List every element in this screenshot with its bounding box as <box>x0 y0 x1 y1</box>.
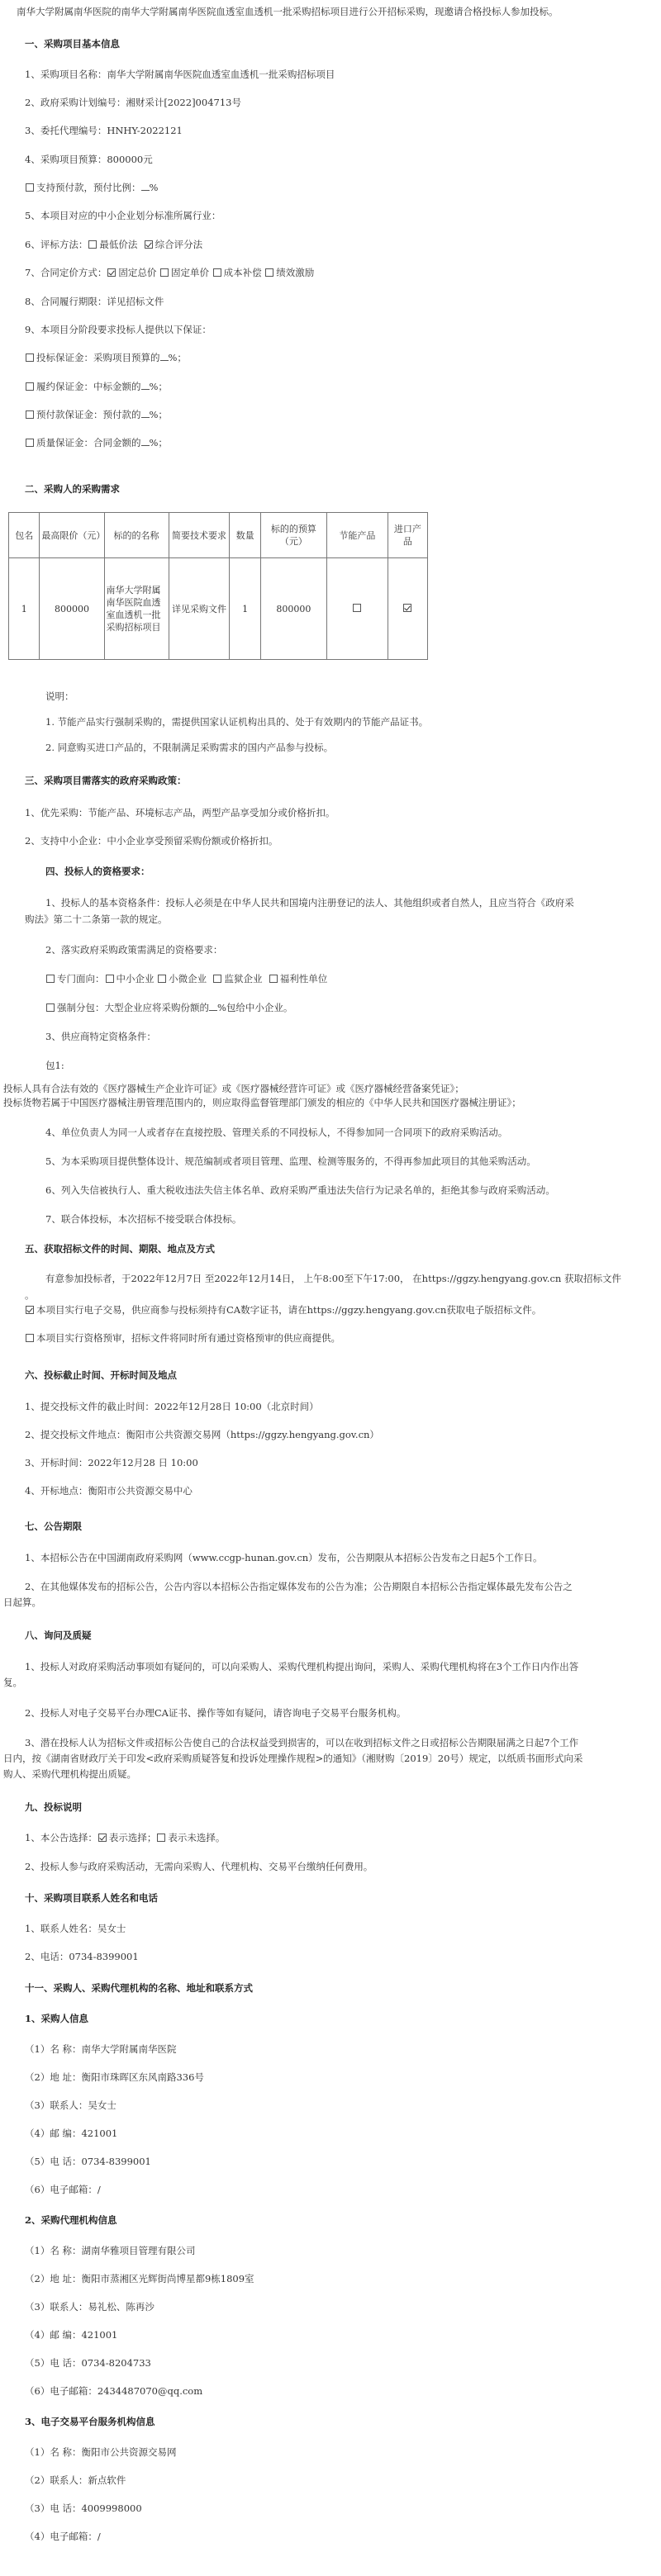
purchaser-info-title: 1、采购人信息 <box>25 2013 89 2024</box>
plan-number: 2、政府采购计划编号：湘财采计[2022]004713号 <box>25 97 241 108</box>
submission-location: 2、提交投标文件地点：衡阳市公共资源交易网（https://ggzy.hengyang.gov.cn） <box>25 1429 379 1440</box>
performance-deposit-row <box>25 380 168 393</box>
qualification-3: 3、供应商特定资格条件： <box>45 1031 156 1042</box>
contract-pricing-row <box>25 266 314 279</box>
section-7-title: 七、公告期限 <box>25 1520 82 1532</box>
prequalification-label: 本项目实行资格预审，招标文件将同时所有通过资格预审的供应商提供。 <box>36 1332 340 1344</box>
cell-imported <box>388 558 427 660</box>
section-6-title: 六、投标截止时间、开标时间及地点 <box>25 1369 177 1381</box>
qualification-5: 5、为本采购项目提供整体设计、规范编制或者项目管理、监理、检测等服务的，不得再参加此项目的其他采购活动。 <box>45 1155 536 1167</box>
notice-period-1: 1、本招标公告在中国湖南政府采购网（www.ccgp-hunan.gov.cn）发布，公告期限从本招标公告发布之日起5个工作日。 <box>25 1552 543 1563</box>
unselected-legend-label: 表示未选择。 <box>168 1832 226 1843</box>
prepayment-deposit-row <box>25 408 168 421</box>
welfare-label: 福利性单位 <box>279 973 328 984</box>
prepayment-deposit-checkbox <box>26 410 34 419</box>
electronic-trading-row <box>25 1303 541 1316</box>
agency-name: （1）名 称：湖南华雅项目管理有限公司 <box>25 2245 196 2256</box>
performance-incentive-label: 绩效激励 <box>276 267 315 278</box>
prison-checkbox <box>213 975 221 983</box>
agent-number: 3、委托代理编号：HNHY-2022121 <box>25 125 183 136</box>
subcontract-row <box>45 1001 292 1014</box>
bid-deposit-row <box>25 351 187 364</box>
fixed-total-label: 固定总价 <box>118 267 157 278</box>
cell-quantity: 1 <box>230 558 260 660</box>
imported-checkbox <box>403 604 411 612</box>
intro-paragraph: 南华大学附属南华医院的南华大学附属南华医院血透室血透机一批采购招标项目进行公开招标采购，现邀请合格投标人参加投标。 <box>17 6 559 17</box>
prepayment-percent-sign: % <box>149 182 159 193</box>
inquiry-1a: 1、投标人对政府采购活动事项如有疑问的，可以向采购人、采购代理机构提出询问，采购人、采购代理机构将在3个工作日内作出答 <box>25 1661 579 1672</box>
dedicated-checkbox <box>46 975 55 983</box>
comprehensive-score-label: 综合评分法 <box>155 239 203 250</box>
header-quantity: 数量 <box>230 513 260 558</box>
qualification-7: 7、联合体投标，本次招标不接受联合体投标。 <box>45 1213 242 1225</box>
micro-checkbox <box>158 975 166 983</box>
cost-compensation-checkbox <box>213 268 221 277</box>
platform-phone: （3）电 话：4009998000 <box>25 2502 142 2514</box>
note-2: 2. 同意购买进口产品的，不限制满足采购需求的国内产品参与投标。 <box>45 742 334 753</box>
qualification-3-line-1: 投标人具有合法有效的《医疗器械生产企业许可证》或《医疗器械经营许可证》或《医疗器械经营备案凭证》； <box>3 1083 464 1094</box>
policy-2: 2、支持中小企业：中小企业享受预留采购份额或价格折扣。 <box>25 835 278 847</box>
deposit-title: 9、本项目分阶段要求投标人提供以下保证： <box>25 324 212 335</box>
section-1-title: 一、采购项目基本信息 <box>25 38 120 50</box>
table-row <box>9 558 428 660</box>
quality-deposit-label: 质量保证金：合同金额的 <box>36 437 141 448</box>
section-2-title: 二、采购人的采购需求 <box>25 483 120 495</box>
cell-item-name: 南华大学附属南华医院血透室血透机一批采购招标项目 <box>104 558 169 660</box>
notice-period-2a: 2、在其他媒体发布的招标公告，公告内容以本招标公告指定媒体发布的公告为准；公告期限自本招标公告指定媒体最先发布公告之 <box>25 1581 573 1592</box>
contact-name: 1、联系人姓名：吴女士 <box>25 1923 126 1934</box>
platform-name: （1）名 称：衡阳市公共资源交易网 <box>25 2446 177 2458</box>
section-10-title: 十、采购项目联系人姓名和电话 <box>25 1892 158 1904</box>
section-4-title: 四、投标人的资格要求： <box>45 866 150 877</box>
purchaser-name: （1）名 称：南华大学附属南华医院 <box>25 2043 177 2055</box>
subcontract-suffix: %包给中小企业。 <box>217 1002 293 1013</box>
header-item-name: 标的的名称 <box>104 513 169 558</box>
qualification-2: 2、落实政府采购政策需满足的资格要求： <box>45 944 223 956</box>
notice-period-2b: 日起算。 <box>3 1596 41 1608</box>
cell-package: 1 <box>9 558 40 660</box>
section-11-title: 十一、采购人、采购代理机构的名称、地址和联系方式 <box>25 1982 253 1994</box>
requirements-table <box>8 512 428 660</box>
section-5-title: 五、获取招标文件的时间、期限、地点及方式 <box>25 1243 215 1255</box>
section-8-title: 八、询问及质疑 <box>25 1630 92 1641</box>
agency-info-title: 2、采购代理机构信息 <box>25 2214 117 2226</box>
qualification-4: 4、单位负责人为同一人或者存在直接控股、管理关系的不同投标人，不得参加同一合同项下的政府采购活动。 <box>45 1127 508 1138</box>
evaluation-method-row <box>25 238 202 251</box>
prepayment-row <box>25 181 158 194</box>
lowest-price-label: 最低价法 <box>99 239 138 250</box>
bid-deposit-label: 投标保证金：采购项目预算的 <box>36 352 160 363</box>
header-tech-requirements: 简要技术要求 <box>169 513 230 558</box>
contract-pricing-label: 7、合同定价方式： <box>25 267 107 278</box>
contract-period: 8、合同履行期限：详见招标文件 <box>25 296 164 307</box>
header-imported: 进口产品 <box>388 513 427 558</box>
purchaser-contact: （3）联系人：吴女士 <box>25 2099 117 2111</box>
inquiry-2: 2、投标人对电子交易平台办理CA证书、操作等如有疑问，请咨询电子交易平台服务机构。 <box>25 1707 407 1719</box>
bid-deposit-pct: %； <box>168 352 187 363</box>
quality-deposit-row <box>25 436 168 449</box>
inquiry-1b: 复。 <box>3 1677 22 1688</box>
notes-title: 说明： <box>45 690 74 702</box>
qualification-3-package: 包1: <box>45 1060 64 1071</box>
inquiry-3b: 日内，按《湖南省财政厅关于印发<政府采购质疑答复和投诉处理操作规程>的通知》（湘财购〔2019〕20号）规定，以纸质书面形式向采 <box>3 1753 583 1764</box>
agency-postcode: （4）邮 编：421001 <box>25 2329 118 2341</box>
cost-compensation-label: 成本补偿 <box>223 267 262 278</box>
evaluation-method-label: 6、评标方法： <box>25 239 88 250</box>
purchaser-email: （6）电子邮箱：/ <box>25 2184 101 2195</box>
prepayment-deposit-label: 预付款保证金：预付款的 <box>36 409 141 420</box>
electronic-trading-label: 本项目实行电子交易，供应商参与投标须持有CA数字证书，请在https://ggzy.hengyang.gov.cn获取电子版招标文件。 <box>36 1304 542 1316</box>
qualification-1b: 购法》第二十二条第一款的规定。 <box>25 913 168 925</box>
section-3-title: 三、采购项目需落实的政府采购政策： <box>25 775 187 786</box>
prequalification-checkbox <box>26 1334 34 1342</box>
inquiry-3a: 3、潜在投标人认为招标文件或招标公告使自己的合法权益受到损害的，可以在收到招标文件之日或招标公告期限届满之日起7个工作 <box>25 1737 579 1748</box>
electronic-trading-checkbox <box>26 1306 34 1314</box>
contact-phone: 2、电话：0734-8399001 <box>25 1951 139 1962</box>
sme-checkbox <box>106 975 114 983</box>
energy-saving-checkbox <box>353 604 361 612</box>
agency-address: （2）地 址：衡阳市蒸湘区光辉街尚博星都9栋1809室 <box>25 2273 254 2284</box>
prepayment-deposit-pct: %； <box>149 409 168 420</box>
cell-tech-requirements: 详见采购文件 <box>169 558 230 660</box>
quality-deposit-pct: %； <box>149 437 168 448</box>
selected-legend-label: 表示选择； <box>108 1832 157 1843</box>
lowest-price-checkbox <box>88 240 97 249</box>
cell-energy-saving <box>327 558 388 660</box>
micro-label: 小微企业 <box>169 973 207 984</box>
project-name: 1、采购项目名称：南华大学附属南华医院血透室血透机一批采购招标项目 <box>25 69 335 80</box>
unselected-checkbox-legend <box>157 1834 165 1842</box>
header-budget: 标的的预算（元） <box>260 513 326 558</box>
qualification-3-line-2: 投标货物若属于中国医疗器械注册管理范围内的，则应取得监督管理部门颁发的相应的《中华人民共和国医疗器械注册证》； <box>3 1097 521 1108</box>
obtain-docs-1a: 有意参加投标者，于2022年12月7日 至2022年12月14日， 上午8:00至下午17:00， 在https://ggzy.hengyang.gov.cn 获取招标文件 <box>45 1273 621 1284</box>
quality-deposit-checkbox <box>26 439 34 447</box>
purchaser-postcode: （4）邮 编：421001 <box>25 2128 118 2139</box>
opening-time: 3、开标时间：2022年12月28 日 10:00 <box>25 1457 198 1468</box>
agency-phone: （5）电 话：0734-8204733 <box>25 2357 151 2369</box>
agency-contact: （3）联系人：易礼松、陈再沙 <box>25 2301 155 2313</box>
opening-location: 4、开标地点：衡阳市公共资源交易中心 <box>25 1485 193 1497</box>
prison-label: 监狱企业 <box>224 973 263 984</box>
header-energy-saving: 节能产品 <box>327 513 388 558</box>
performance-deposit-checkbox <box>26 382 34 391</box>
section-9-title: 九、投标说明 <box>25 1801 82 1813</box>
project-budget: 4、采购项目预算：800000元 <box>25 154 153 165</box>
industry-classification: 5、本项目对应的中小企业划分标准所属行业： <box>25 210 221 221</box>
prequalification-row <box>25 1331 340 1345</box>
agency-email: （6）电子邮箱：2434487070@qq.com <box>25 2385 203 2397</box>
dedicated-label: 专门面向： <box>57 973 105 984</box>
header-max-price: 最高限价（元） <box>40 513 104 558</box>
policy-1: 1、优先采购：节能产品、环境标志产品，两型产品享受加分或价格折扣。 <box>25 807 335 818</box>
platform-contact: （2）联系人：新点软件 <box>25 2474 126 2486</box>
fixed-total-checkbox <box>107 268 116 277</box>
cell-max-price: 800000 <box>40 558 104 660</box>
welfare-checkbox <box>269 975 278 983</box>
prepayment-checkbox <box>26 183 34 192</box>
table-header-row <box>9 513 428 558</box>
subcontract-checkbox <box>46 1003 55 1012</box>
fixed-unit-checkbox <box>160 268 169 277</box>
obtain-docs-1b: 。 <box>25 1289 35 1301</box>
comprehensive-score-checkbox <box>145 240 153 249</box>
platform-info-title: 3、电子交易平台服务机构信息 <box>25 2416 155 2427</box>
sme-row <box>45 972 327 985</box>
inquiry-3c: 购人、采购代理机构提出质疑。 <box>3 1768 136 1780</box>
purchaser-phone: （5）电 话：0734-8399001 <box>25 2156 151 2167</box>
selected-checkbox-legend <box>98 1834 107 1842</box>
sme-label: 中小企业 <box>116 973 155 984</box>
platform-email: （4）电子邮箱：/ <box>25 2531 101 2542</box>
subcontract-label: 强制分包：大型企业应将采购份额的 <box>57 1002 209 1013</box>
note-1: 1. 节能产品实行强制采购的，需提供国家认证机构出具的、处于有效期内的节能产品证书。 <box>45 716 429 728</box>
prepayment-label: 支持预付款，预付比例： <box>36 182 141 193</box>
deadline: 1、提交投标文件的截止时间：2022年12月28日 10:00（北京时间） <box>25 1401 319 1412</box>
purchaser-address: （2）地 址：衡阳市珠晖区东风南路336号 <box>25 2071 204 2083</box>
cell-budget: 800000 <box>260 558 326 660</box>
performance-incentive-checkbox <box>265 268 273 277</box>
header-package: 包名 <box>9 513 40 558</box>
bid-instruction-1-label: 1、本公告选择： <box>25 1832 97 1843</box>
qualification-1a: 1、投标人的基本资格条件：投标人必须是在中华人民共和国境内注册登记的法人、其他组织或者自然人，且应当符合《政府采 <box>45 897 574 908</box>
performance-deposit-pct: %； <box>149 381 168 392</box>
bid-instruction-2: 2、投标人参与政府采购活动，无需向采购人、代理机构、交易平台缴纳任何费用。 <box>25 1861 373 1872</box>
fixed-unit-label: 固定单价 <box>170 267 209 278</box>
performance-deposit-label: 履约保证金：中标金额的 <box>36 381 141 392</box>
qualification-6: 6、列入失信被执行人、重大税收违法失信主体名单、政府采购严重违法失信行为记录名单的，拒绝其参与政府采购活动。 <box>45 1184 555 1196</box>
bid-deposit-checkbox <box>26 353 34 362</box>
bid-instruction-1 <box>25 1831 225 1844</box>
